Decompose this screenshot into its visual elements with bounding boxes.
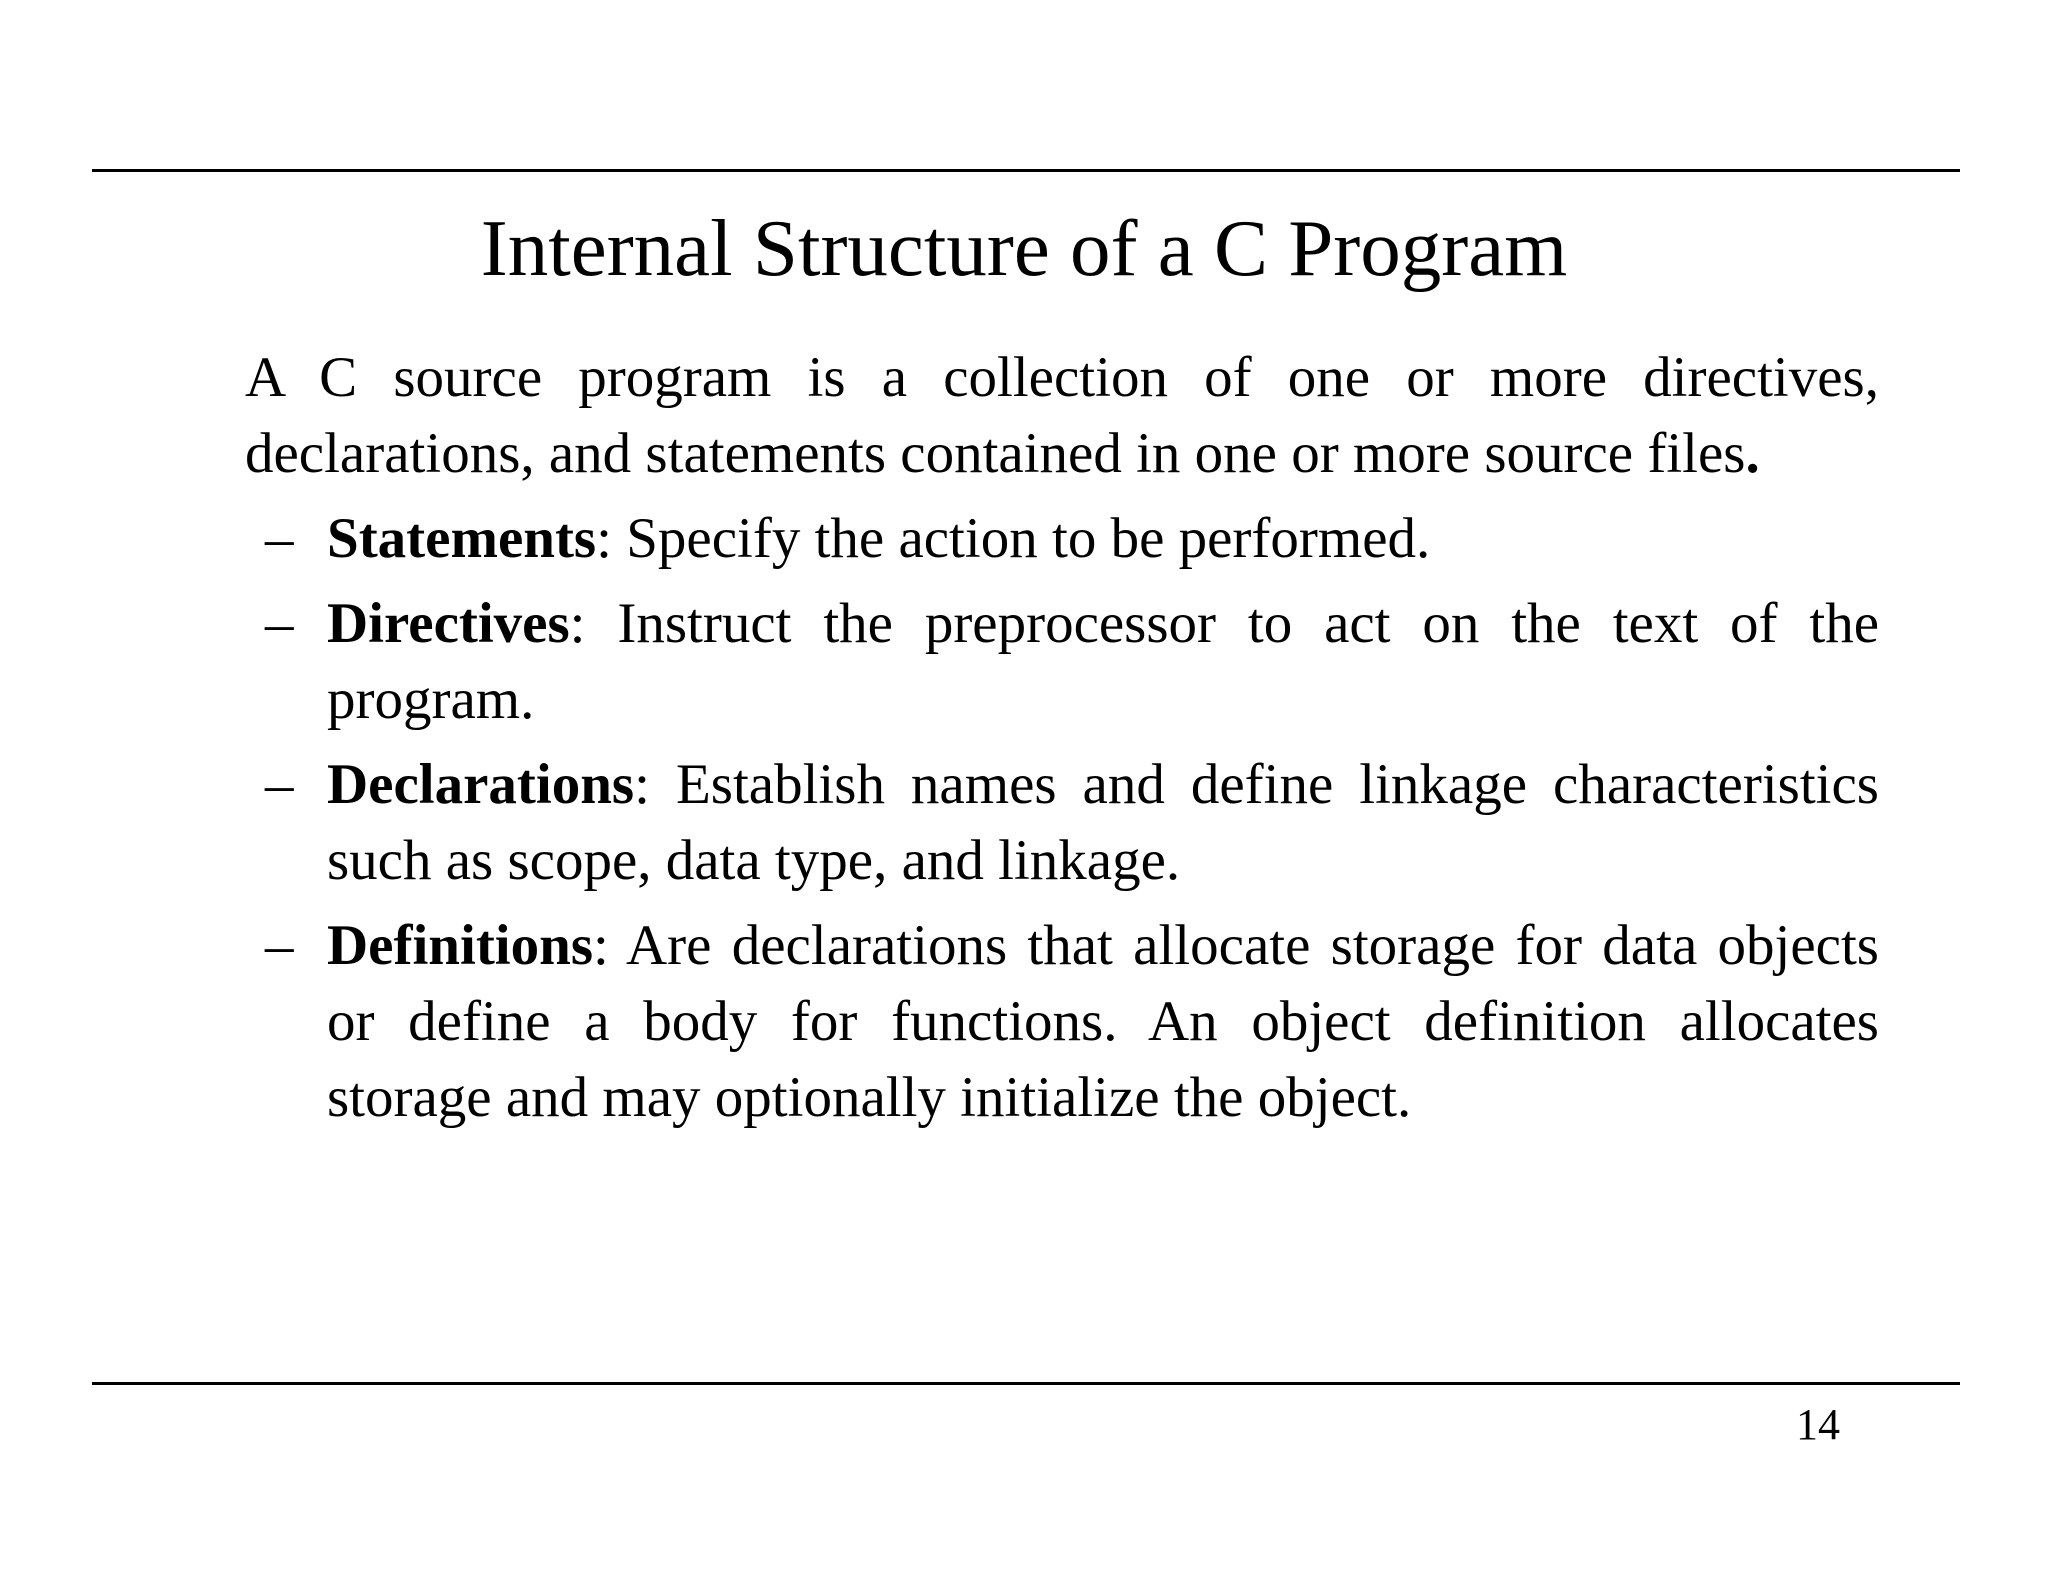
term-separator: :	[593, 914, 609, 977]
term-statements: Statements	[327, 507, 597, 570]
top-rule	[92, 169, 1960, 172]
bottom-rule	[92, 1382, 1960, 1385]
slide-title: Internal Structure of a C Program	[480, 203, 1568, 293]
list-item-declarations	[245, 747, 1879, 899]
list-item-definitions	[245, 908, 1879, 1136]
dash-bullet: –	[265, 914, 294, 977]
item-description: Specify the action to be performed.	[611, 507, 1431, 570]
item-description: Establish names and define linkage characteristics such as scope, data type, and linkage.	[327, 753, 1879, 892]
intro-text: A C source program is a collection of one or more directives, declarations, and statements contained in one or more source files	[245, 346, 1879, 485]
list-item-directives	[245, 586, 1879, 738]
dash-bullet: –	[265, 507, 294, 570]
page-number: 14	[1796, 1400, 1840, 1449]
item-description: Are declarations that allocate storage for data objects or define a body for functions. An object definition allocates storage and may optionally initialize the object.	[327, 914, 1879, 1129]
definition-list	[245, 501, 1879, 1136]
term-definitions: Definitions	[327, 914, 594, 977]
list-item-statements	[245, 501, 1879, 577]
intro-paragraph	[245, 340, 1879, 492]
intro-end-mark: .	[1745, 422, 1760, 485]
item-description: Instruct the preprocessor to act on the text of the program.	[327, 592, 1879, 731]
dash-bullet: –	[265, 753, 294, 816]
term-directives: Directives	[327, 592, 570, 655]
term-separator: :	[634, 753, 650, 816]
term-declarations: Declarations	[327, 753, 635, 816]
dash-bullet: –	[265, 592, 294, 655]
slide-body	[245, 340, 1879, 1136]
term-separator: :	[569, 592, 586, 655]
term-separator: :	[596, 507, 612, 570]
